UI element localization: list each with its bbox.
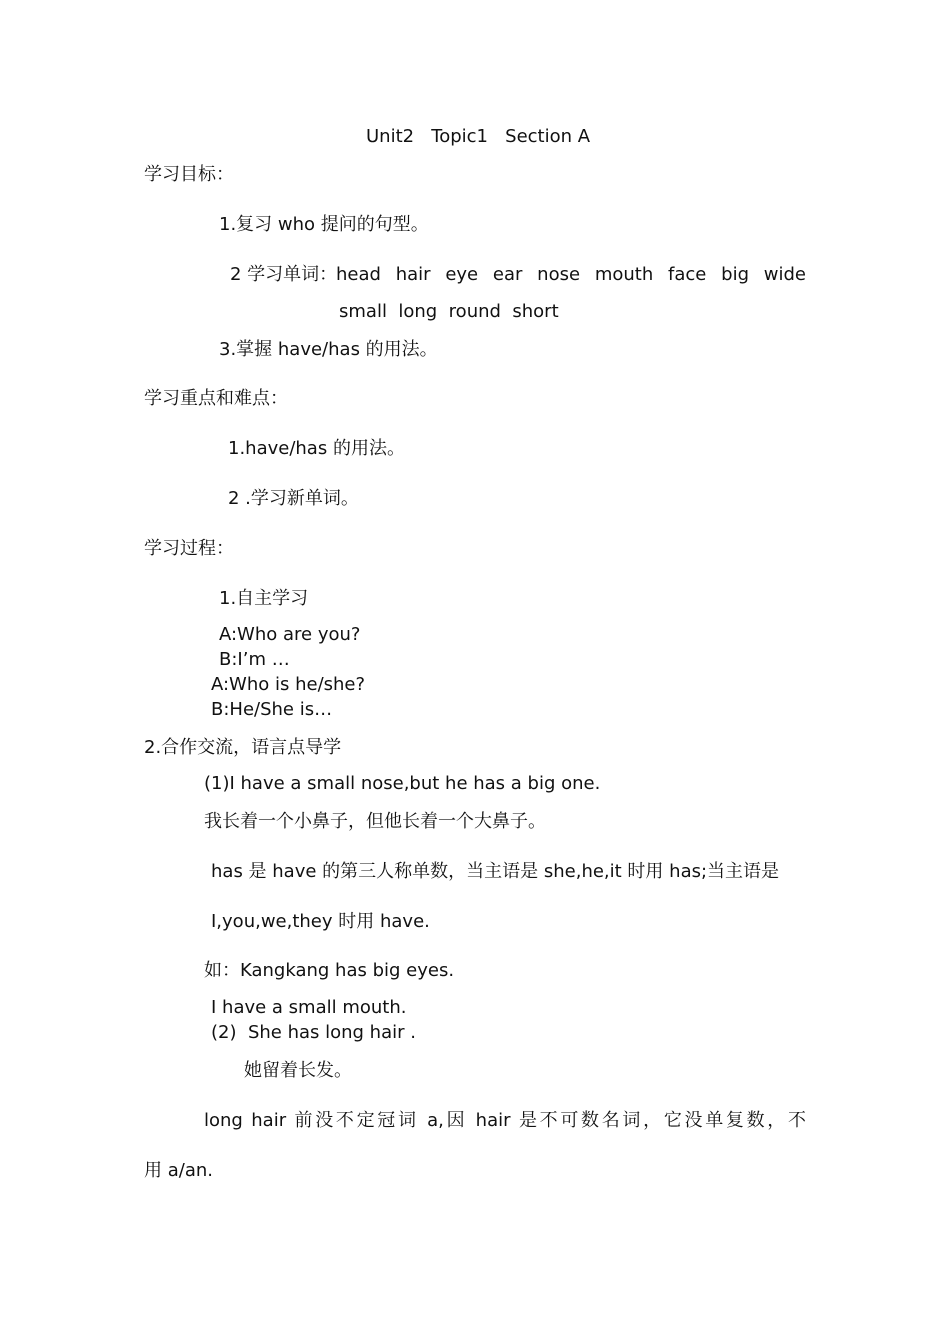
dialog-line-3: A:Who is he/she? bbox=[211, 674, 366, 695]
example-line-1: 如：Kangkang has big eyes. bbox=[204, 960, 455, 981]
language-point-2: (2) She has long hair . bbox=[211, 1022, 416, 1043]
language-point-1: (1)I have a small nose,but he has a big one. bbox=[204, 773, 601, 794]
language-point-1-note-line-2: I,you,we,they 时用 have. bbox=[211, 911, 430, 932]
dialog-line-4: B:He/She is… bbox=[211, 699, 333, 720]
dialog-line-1: A:Who are you? bbox=[219, 624, 361, 645]
example-line-2: I have a small mouth. bbox=[211, 997, 407, 1018]
objectives-heading: 学习目标： bbox=[144, 164, 234, 185]
language-point-2-note-line-2: 用 a/an. bbox=[144, 1160, 213, 1181]
key-point-item-1: 1.have/has 的用法。 bbox=[228, 438, 405, 459]
vocabulary-words-line-2: small long round short bbox=[339, 301, 559, 322]
objective-item-1: 1.复习 who 提问的句型。 bbox=[219, 214, 429, 235]
key-point-item-2: 2 .学习新单词。 bbox=[228, 488, 359, 509]
vocabulary-words-line-1: head hair eye ear nose mouth face big wide bbox=[336, 264, 806, 285]
process-step-2: 2.合作交流，语言点导学 bbox=[144, 737, 342, 758]
language-point-1-note-line-1: has 是 have 的第三人称单数，当主语是 she,he,it 时用 has;当主语是 bbox=[211, 861, 780, 882]
key-points-heading: 学习重点和难点： bbox=[144, 388, 288, 409]
objective-item-3: 3.掌握 have/has 的用法。 bbox=[219, 339, 438, 360]
process-heading: 学习过程： bbox=[144, 538, 234, 559]
objective-item-2-label: 2 学习单词： bbox=[230, 264, 338, 285]
process-step-1: 1.自主学习 bbox=[219, 588, 309, 609]
language-point-2-note-line-1: long hair 前没不定冠词 a,因 hair 是不可数名词，它没单复数，不 bbox=[204, 1110, 806, 1131]
language-point-2-translation: 她留着长发。 bbox=[244, 1060, 352, 1081]
page-title: Unit2 Topic1 Section A bbox=[366, 126, 591, 147]
dialog-line-2: B:I’m … bbox=[219, 649, 290, 670]
language-point-1-translation: 我长着一个小鼻子，但他长着一个大鼻子。 bbox=[204, 811, 546, 832]
